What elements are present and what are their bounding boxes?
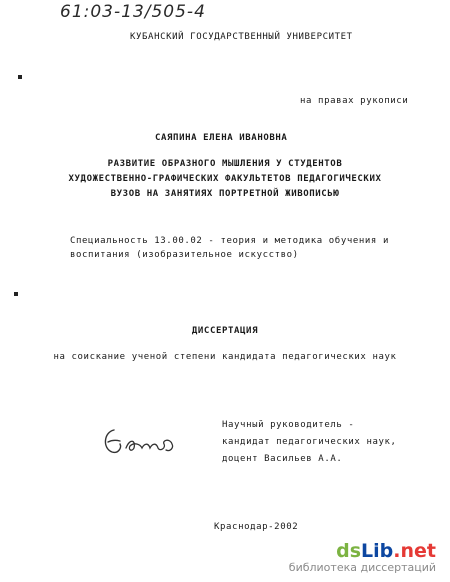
dslib-watermark (289, 541, 436, 574)
scan-mark (18, 75, 22, 79)
city-year: Краснодар-2002 (214, 522, 299, 532)
degree-line: на соискание ученой степени кандидата педагогических наук (53, 352, 397, 362)
logo-part-ds: ds (336, 540, 362, 562)
archive-code: 61:03-13/505-4 (60, 2, 206, 22)
thesis-title-line-2: ХУДОЖЕСТВЕННО-ГРАФИЧЕСКИХ ФАКУЛЬТЕТОВ ПЕДАГОГИЧЕСКИХ (68, 174, 382, 184)
supervisor-line-1: Научный руководитель - (222, 420, 355, 430)
dslib-logo (289, 541, 436, 561)
document-type: ДИССЕРТАЦИЯ (191, 326, 259, 336)
author-name: САЯПИНА ЕЛЕНА ИВАНОВНА (155, 133, 288, 143)
logo-part-lib: Lib (361, 540, 394, 562)
scan-mark (14, 292, 18, 296)
watermark-subtitle: библиотека диссертаций (288, 561, 436, 574)
signature-image (100, 418, 180, 460)
supervisor-line-2: кандидат педагогических наук, (222, 437, 397, 447)
logo-part-net: .net (393, 540, 436, 562)
specialty-line-2: воспитания (изобразительное искусство) (70, 250, 299, 260)
thesis-title-line-1: РАЗВИТИЕ ОБРАЗНОГО МЫШЛЕНИЯ У СТУДЕНТОВ (107, 159, 343, 169)
manuscript-note: на правах рукописи (300, 96, 409, 106)
university-name: КУБАНСКИЙ ГОСУДАРСТВЕННЫЙ УНИВЕРСИТЕТ (130, 32, 353, 42)
supervisor-line-3: доцент Васильев А.А. (222, 454, 343, 464)
specialty-line-1: Специальность 13.00.02 - теория и методика обучения и (70, 236, 389, 246)
thesis-title-line-3: ВУЗОВ НА ЗАНЯТИЯХ ПОРТРЕТНОЙ ЖИВОПИСЬЮ (110, 189, 340, 199)
